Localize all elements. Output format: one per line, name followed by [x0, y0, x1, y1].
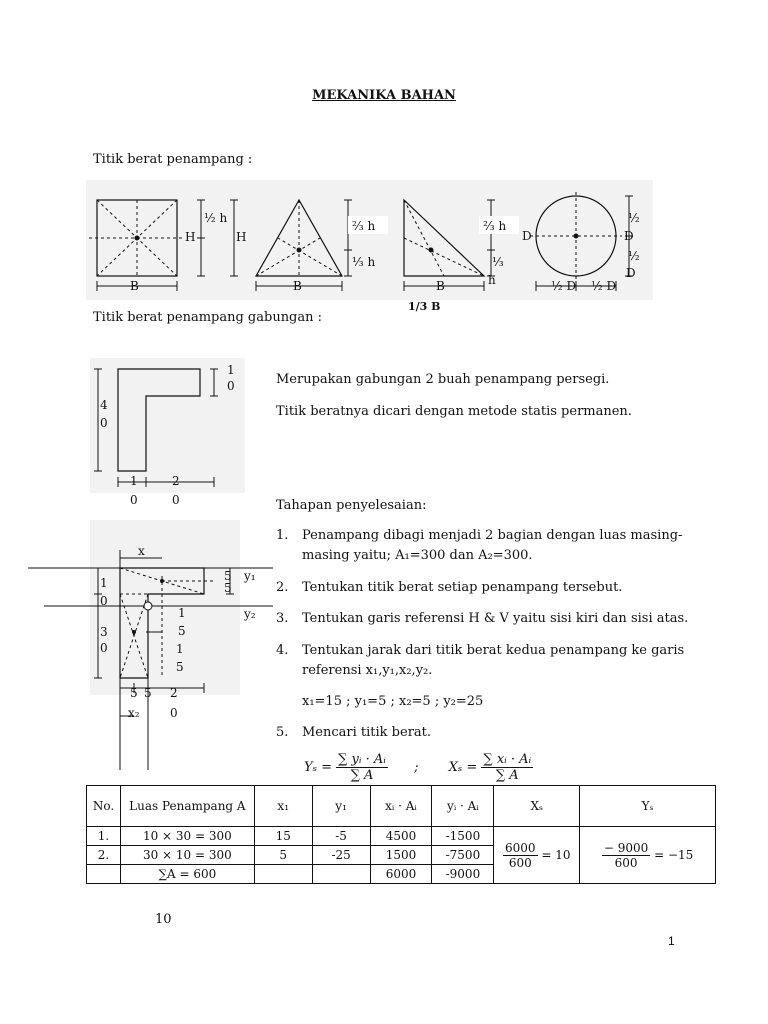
- table-cell: 1500: [370, 846, 432, 865]
- ys-result-value: = −15: [654, 847, 694, 862]
- table-cell: -7500: [432, 846, 494, 865]
- l-bottom-label-b2: 0: [172, 493, 180, 507]
- header-cell: y₁: [312, 786, 370, 827]
- table-cell: 5: [254, 846, 312, 865]
- formula-separator: ;: [414, 760, 419, 775]
- circle-centroid: [574, 234, 579, 239]
- step-text: Tentukan garis referensi H & V yaitu sisi kiri dan sisi atas.: [302, 611, 689, 626]
- circle-d-bottom-label: D: [626, 266, 636, 280]
- table-cell: [87, 865, 121, 884]
- right-triangle-one-third-label: ⅓: [492, 255, 504, 269]
- dim-bottom-5b: 5: [144, 686, 152, 700]
- right-triangle-two-thirds-label: ⅔ h: [483, 219, 507, 233]
- table-row: [87, 827, 716, 846]
- right-triangle-centroid: [429, 248, 434, 253]
- step-text: Tentukan jarak dari titik berat kedua penampang ke garis referensi x₁,y₁,x₂,y₂.: [302, 643, 685, 678]
- header-cell: xᵢ · Aᵢ: [370, 786, 432, 827]
- x-label: x: [138, 544, 145, 558]
- l-top-label-2: 0: [227, 379, 235, 393]
- one-third-b-label: 1/3 B: [408, 300, 441, 313]
- header-cell: No.: [87, 786, 121, 827]
- header-cell: x₁: [254, 786, 312, 827]
- step-number: 2.: [276, 580, 289, 595]
- dim-15a-1: 1: [178, 606, 186, 620]
- circle-half-top-label: ½: [628, 211, 640, 225]
- table-cell: 1.: [87, 827, 121, 846]
- l-top-label-1: 1: [227, 363, 235, 377]
- dim-30-1: 3: [100, 625, 108, 639]
- ys-fraction: [336, 752, 388, 783]
- l-bottom-label-b1: 2: [172, 474, 180, 488]
- step-number: 5.: [276, 725, 289, 740]
- dim-30-2: 0: [100, 641, 108, 655]
- dim-15b-1: 1: [176, 642, 184, 656]
- x2-label: x₂: [128, 706, 140, 720]
- step-text: Penampang dibagi menjadi 2 bagian dengan luas masing-masing yaitu; A₁=300 dan A₂=300.: [302, 528, 683, 563]
- circle-diameter-right-label: D: [624, 229, 634, 243]
- xs-result-denominator: 600: [508, 855, 532, 870]
- xs-fraction: [481, 752, 533, 783]
- ys-denominator: ∑ A: [350, 768, 374, 783]
- page-title: MEKANIKA BAHAN: [312, 88, 456, 103]
- y1-label: y₁: [244, 569, 256, 583]
- xs-result-value: = 10: [541, 847, 571, 862]
- header-cell: yᵢ · Aᵢ: [432, 786, 494, 827]
- composite-centroid: [144, 602, 152, 610]
- xs-denominator: ∑ A: [495, 768, 519, 783]
- square-centroid: [135, 236, 140, 241]
- table-cell: [254, 865, 312, 884]
- ys-numerator: ∑ yᵢ · Aᵢ: [338, 752, 386, 767]
- header-cell: Xₛ: [494, 786, 580, 827]
- step-text: Tentukan titik berat setiap penampang tersebut.: [302, 580, 623, 595]
- circle-half-bottom-label: ½: [628, 249, 640, 263]
- step-number: 1.: [276, 528, 289, 543]
- centroid-2: [132, 630, 136, 634]
- triangle-height-label: H: [236, 230, 247, 244]
- table-cell: [312, 865, 370, 884]
- table-cell: -9000: [432, 865, 494, 884]
- table-cell: 4500: [370, 827, 432, 846]
- step-number: 3.: [276, 611, 289, 626]
- table-cell: 30 × 10 = 300: [120, 846, 254, 865]
- dim-5b: 5: [224, 581, 232, 595]
- square-height-label: H: [185, 230, 196, 244]
- xs-result-cell: [494, 827, 580, 884]
- dim-15a-2: 5: [178, 624, 186, 638]
- l-bottom-label-a2: 0: [130, 493, 138, 507]
- triangle-width-label: B: [293, 279, 302, 293]
- triangle-centroid: [297, 248, 302, 253]
- table-cell: -5: [312, 827, 370, 846]
- dim-10-1: 1: [100, 576, 108, 590]
- ys-result-cell: [580, 827, 716, 884]
- xs-numerator: ∑ xᵢ · Aᵢ: [483, 752, 532, 767]
- centroid-1: [160, 579, 164, 583]
- table-cell: ∑A = 600: [120, 865, 254, 884]
- dim-5a: 5: [224, 569, 232, 583]
- decomposition-diagram: [28, 520, 273, 770]
- circle-diameter-label: D: [522, 229, 532, 243]
- section-heading-centroid: Titik berat penampang :: [93, 152, 253, 167]
- stages-heading: Tahapan penyelesaian:: [276, 498, 427, 513]
- dim-bottom-5a: 5: [130, 686, 138, 700]
- dim-10-2: 0: [100, 594, 108, 608]
- right-triangle-width-label: B: [436, 279, 445, 293]
- basic-shapes-figure: [86, 180, 656, 320]
- circle-half-d-right-label: ½ D: [591, 279, 617, 293]
- section-heading-composite: Titik berat penampang gabungan :: [93, 310, 323, 325]
- dim-bottom-2: 2: [170, 686, 178, 700]
- triangle-two-thirds-label: ⅔ h: [352, 219, 376, 233]
- ys-result-denominator: 600: [614, 855, 638, 870]
- centroid-table: [86, 785, 716, 884]
- xs-result-numerator: 6000: [505, 840, 536, 855]
- table-cell: 6000: [370, 865, 432, 884]
- header-cell: Luas Penampang A: [120, 786, 254, 827]
- dim-bottom-0: 0: [170, 706, 178, 720]
- step-number: 4.: [276, 643, 289, 658]
- centroid-formula: [304, 752, 533, 783]
- l-height-label-1: 4: [100, 398, 108, 412]
- xs-symbol: Xₛ =: [448, 760, 478, 775]
- table-cell: -1500: [432, 827, 494, 846]
- table-cell: 10 × 30 = 300: [120, 827, 254, 846]
- triangle-one-third-label: ⅓ h: [352, 255, 376, 269]
- square-width-label: B: [130, 279, 139, 293]
- right-triangle-h-label: h: [488, 273, 496, 287]
- footer-note: 10: [155, 912, 172, 927]
- table-cell: 2.: [87, 846, 121, 865]
- table-cell: 15: [254, 827, 312, 846]
- header-cell: Yₛ: [580, 786, 716, 827]
- l-bottom-label-a1: 1: [130, 474, 138, 488]
- l-height-label-2: 0: [100, 416, 108, 430]
- y2-label: y₂: [244, 607, 256, 621]
- dim-15b-2: 5: [176, 660, 184, 674]
- page-number: 1: [668, 934, 675, 948]
- description-line-1: Merupakan gabungan 2 buah penampang persegi.: [276, 372, 610, 387]
- l-shape-figure: [90, 358, 250, 508]
- circle-half-d-left-label: ½ D: [551, 279, 577, 293]
- step-text: x₁=15 ; y₁=5 ; x₂=5 ; y₂=25: [302, 694, 484, 709]
- ys-result-numerator: − 9000: [603, 840, 649, 855]
- table-header-row: [87, 786, 716, 827]
- description-line-2: Titik beratnya dicari dengan metode statis permanen.: [276, 404, 632, 419]
- square-half-height-label: ½ h: [204, 211, 228, 225]
- table-cell: -25: [312, 846, 370, 865]
- step-text: Mencari titik berat.: [302, 725, 432, 740]
- ys-symbol: Yₛ =: [304, 760, 332, 775]
